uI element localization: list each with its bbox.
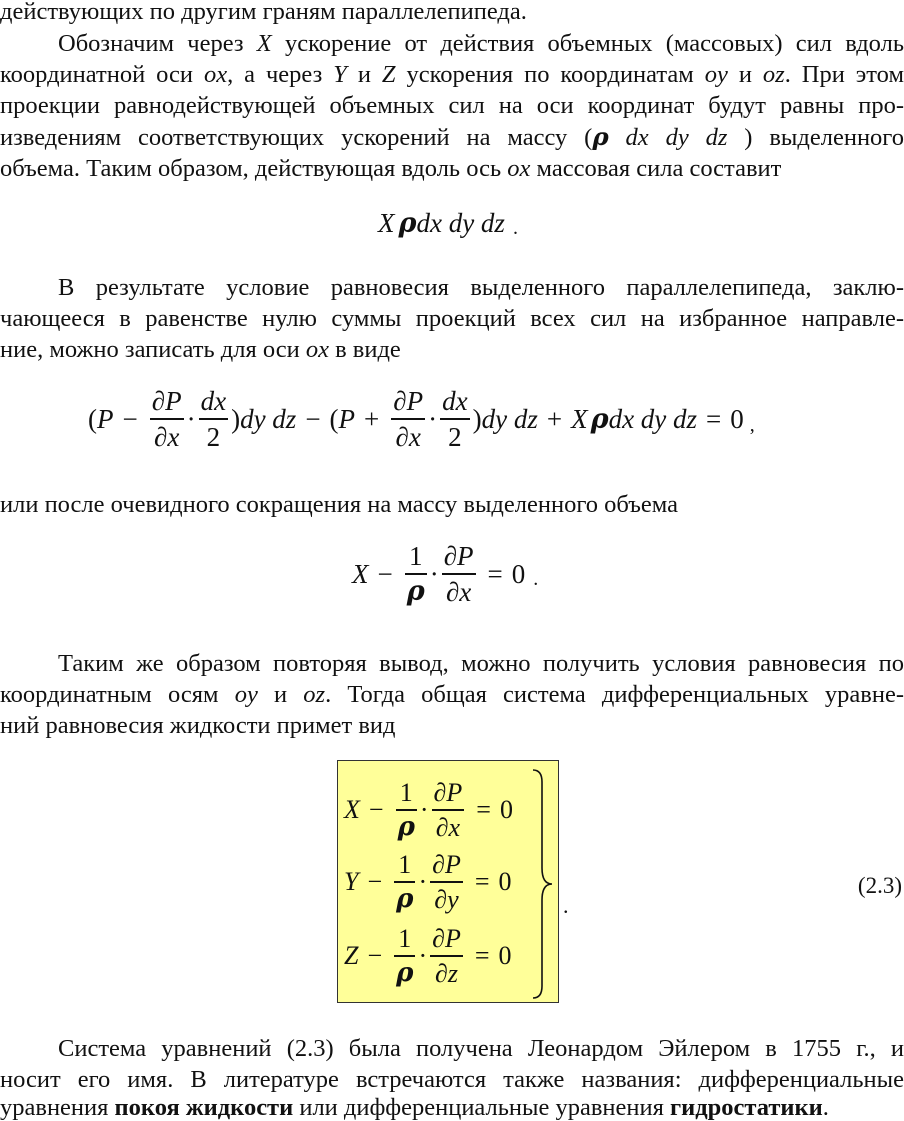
numerator: 1 xyxy=(399,778,413,807)
operator-minus: − xyxy=(367,941,383,971)
formula-differentials: dy dz xyxy=(481,403,538,434)
variable-X: X xyxy=(378,208,395,238)
fraction xyxy=(430,925,463,987)
text-line xyxy=(0,1068,904,1093)
text-line xyxy=(0,683,904,708)
variable-Z: Z xyxy=(381,61,396,88)
operator-minus: − xyxy=(377,558,393,589)
text-line xyxy=(0,122,904,151)
text-span: или после очевидного сокращения на массу выделенного объема xyxy=(0,491,679,518)
denominator: ∂z xyxy=(434,958,458,988)
text-span: действующих по другим граням параллелепипеда. xyxy=(0,0,527,25)
operator-dot: · xyxy=(418,941,428,971)
text-span: , а через xyxy=(227,61,334,88)
fraction xyxy=(394,851,415,913)
denominator: ∂x xyxy=(435,812,461,842)
right-brace-icon xyxy=(531,768,555,1000)
fraction-bar xyxy=(394,881,415,883)
fraction-bar xyxy=(150,418,184,420)
equation-number: (2.3) xyxy=(857,873,902,898)
text-line xyxy=(0,307,904,332)
denominator: ∂x xyxy=(395,421,421,452)
text-line xyxy=(0,276,904,301)
text-span: . Тогда общая система дифференциальных уравне- xyxy=(325,681,904,708)
text-span: и xyxy=(346,61,382,88)
formula-differentials: dx dy dz xyxy=(416,208,505,238)
variable-X: X xyxy=(571,403,588,434)
operator-plus: + xyxy=(546,403,563,434)
text-span: Таким же образом повторяя вывод, можно получить условия равновесия по xyxy=(58,650,904,677)
numerator: ∂P xyxy=(433,778,463,807)
operator-equals: = xyxy=(476,795,491,825)
value-zero: 0 xyxy=(730,403,744,434)
value-zero: 0 xyxy=(498,941,512,971)
axis-oy: oy xyxy=(704,61,728,88)
text-span: В результате условие равновесия выделенного параллелепипеда, заклю- xyxy=(58,274,904,301)
axis-oz: oz xyxy=(303,681,326,708)
inline-math: dx dy dz xyxy=(608,124,745,151)
bold-term: гидростатики xyxy=(670,1094,823,1121)
operator-equals: = xyxy=(706,403,722,434)
operator-equals: = xyxy=(474,941,490,971)
paren: ) xyxy=(231,403,241,434)
fraction xyxy=(432,779,465,841)
text-span: координатной оси xyxy=(0,61,204,88)
euler-system-box xyxy=(337,760,559,1003)
punctuation: . xyxy=(533,567,539,590)
text-line xyxy=(0,1096,904,1121)
axis-oz: oz xyxy=(762,61,785,88)
text-span: в виде xyxy=(328,336,401,363)
symbol-rho: ρ xyxy=(590,403,609,435)
operator-dot: · xyxy=(419,795,429,825)
variable-Y: Y xyxy=(344,867,359,897)
fraction xyxy=(430,851,463,913)
denominator: ∂x xyxy=(153,421,180,452)
fraction xyxy=(391,387,425,451)
text-span: ускорения по координатам xyxy=(395,61,705,88)
numerator: 1 xyxy=(398,850,412,879)
denominator: ρ xyxy=(396,957,414,988)
bold-term: покоя жидкости xyxy=(114,1094,294,1121)
operator-minus: − xyxy=(305,403,321,434)
punctuation: . xyxy=(512,217,518,239)
numerator: 1 xyxy=(398,924,412,953)
denominator: 2 xyxy=(448,421,462,452)
text-span: чающееся в равенстве нулю суммы проекций всех сил на избранное направле- xyxy=(0,305,904,332)
text-span: ний равновесия жидкости примет вид xyxy=(0,712,396,739)
value-zero: 0 xyxy=(511,558,526,589)
formula-equilibrium-ox xyxy=(88,387,755,451)
text-line xyxy=(0,0,904,25)
text-span: и xyxy=(727,61,763,88)
operator-equals: = xyxy=(474,867,490,897)
axis-ox: ox xyxy=(203,61,228,88)
denominator: ρ xyxy=(406,575,425,607)
paren: ) xyxy=(472,403,482,434)
axis-ox: ox xyxy=(507,155,531,182)
fraction xyxy=(150,387,184,451)
operator-dot: · xyxy=(428,403,438,434)
paren: ( xyxy=(88,403,97,434)
system-row-x xyxy=(344,779,513,841)
operator-minus: − xyxy=(367,867,383,897)
fraction xyxy=(199,387,228,451)
variable-X: X xyxy=(344,795,360,825)
text-span: или дифференциальные уравнения xyxy=(293,1094,671,1121)
formula-differentials: dx dy dz xyxy=(608,403,698,434)
fraction xyxy=(396,779,417,841)
fraction xyxy=(442,542,476,606)
text-line xyxy=(0,63,904,88)
text-span: проекции равнодействующей объемных сил на оси координат будут равны про- xyxy=(0,92,904,119)
text-span: уравнения xyxy=(0,1094,115,1121)
fraction-bar xyxy=(396,809,417,811)
text-span: . При этом xyxy=(784,61,904,88)
numerator: ∂P xyxy=(151,386,182,416)
formula-reduced-ox xyxy=(352,542,538,606)
fraction-bar xyxy=(199,418,228,420)
fraction-bar xyxy=(394,955,415,957)
text-line xyxy=(0,1037,904,1062)
fraction-bar xyxy=(440,418,469,420)
text-span: ) выделенного xyxy=(744,124,904,151)
text-line xyxy=(0,338,904,363)
fraction-bar xyxy=(442,573,476,575)
text-span: ускорение от действия объемных (массовых) сил вдоль xyxy=(271,30,904,57)
numerator: dx xyxy=(442,386,468,416)
punctuation: . xyxy=(563,893,569,918)
text-span: Обозначим через xyxy=(58,30,257,57)
text-span: массовая сила составит xyxy=(530,155,782,182)
formula-mass-force xyxy=(378,207,518,240)
text-line xyxy=(0,94,904,119)
text-line xyxy=(0,157,904,182)
numerator: ∂P xyxy=(443,541,474,571)
value-zero: 0 xyxy=(498,867,512,897)
fraction xyxy=(394,925,415,987)
text-span: объема. Таким образом, действующая вдоль ось xyxy=(0,155,508,182)
operator-dot: · xyxy=(429,558,439,589)
paren: ( xyxy=(329,403,339,434)
numerator: ∂P xyxy=(393,386,424,416)
fraction-bar xyxy=(405,573,427,575)
numerator: ∂P xyxy=(432,924,461,953)
fraction xyxy=(405,542,427,606)
variable-X: X xyxy=(256,30,272,57)
text-span: и xyxy=(257,681,304,708)
numerator: dx xyxy=(200,386,227,416)
axis-ox: ox xyxy=(305,336,329,363)
system-row-z xyxy=(344,925,512,987)
variable-P: P xyxy=(97,403,114,434)
text-span: Система уравнений (2.3) была получена Леонардом Эйлером в 1755 г., и xyxy=(58,1035,904,1062)
denominator: ∂y xyxy=(434,884,459,914)
punctuation: , xyxy=(749,413,755,436)
text-span: координатным осям xyxy=(0,681,235,708)
denominator: ρ xyxy=(397,811,415,842)
operator-dot: · xyxy=(418,867,428,897)
numerator: ∂P xyxy=(432,850,461,879)
denominator: ρ xyxy=(396,883,414,914)
symbol-rho: ρ xyxy=(592,122,609,151)
value-zero: 0 xyxy=(499,795,513,825)
text-span: ние, можно записать для оси xyxy=(0,336,306,363)
denominator: ∂x xyxy=(445,576,472,607)
variable-P: P xyxy=(338,403,356,434)
formula-differentials: dy dz xyxy=(240,403,297,434)
text-line xyxy=(0,652,904,677)
operator-minus: − xyxy=(368,795,384,825)
operator-plus: + xyxy=(364,403,380,434)
text-line xyxy=(0,714,904,739)
variable-X: X xyxy=(352,558,369,589)
text-span: изведениям соответствующих ускорений на массу ( xyxy=(0,124,593,151)
operator-minus: − xyxy=(122,403,138,434)
fraction-bar xyxy=(391,418,425,420)
operator-dot: · xyxy=(186,403,196,434)
text-line xyxy=(0,493,904,518)
system-row-y xyxy=(344,851,512,913)
fraction xyxy=(440,387,469,451)
variable-Z: Z xyxy=(344,941,359,971)
symbol-rho: ρ xyxy=(398,208,417,239)
fraction-bar xyxy=(432,809,465,811)
axis-oy: oy xyxy=(234,681,258,708)
operator-equals: = xyxy=(487,558,503,589)
numerator: 1 xyxy=(408,541,423,571)
text-span: . xyxy=(822,1094,829,1121)
denominator: 2 xyxy=(206,421,221,452)
fraction-bar xyxy=(430,881,463,883)
text-span: носит его имя. В литературе встречаются также названия: дифференциальные xyxy=(0,1066,904,1093)
variable-Y: Y xyxy=(333,61,347,88)
text-line xyxy=(0,32,904,57)
fraction-bar xyxy=(430,955,463,957)
